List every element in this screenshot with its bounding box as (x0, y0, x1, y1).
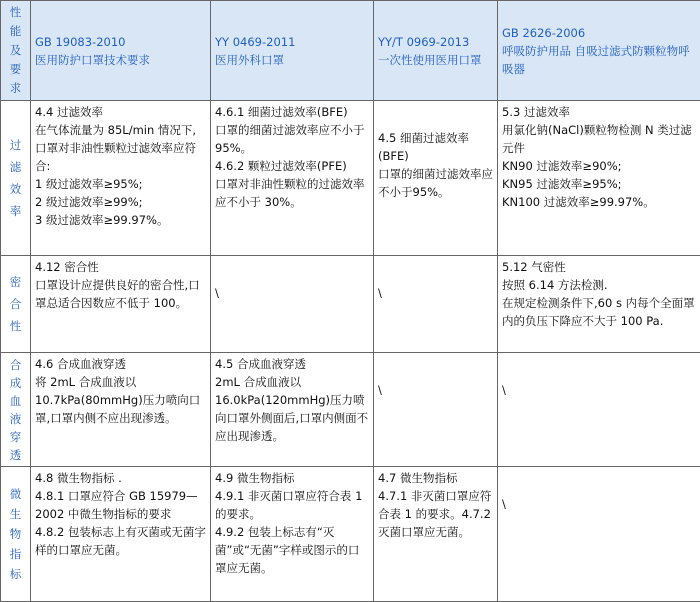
std3-name: 一次性使用医用口罩 (378, 51, 493, 69)
cell-std3-text: 4.5 细菌过滤效率(BFE) 口罩的细菌过滤效率应不小于95%。 (378, 129, 493, 201)
header-property-label: 性能及要求 (9, 3, 23, 98)
std3-code: YY/T 0969-2013 (378, 33, 493, 51)
cell-std3: 4.7 微生物指标 4.7.1 非灭菌口罩应符合表 1 的要求。4.7.2 灭菌口罩应无菌。 (374, 467, 498, 602)
property-label: 过滤效率 (9, 134, 23, 222)
not-applicable-mark: \ (502, 381, 506, 399)
cell-std4: 5.3 过滤效率 用氯化钠(NaCl)颗粒物检测 N 类过滤元件 KN90 过滤效率≥90%; KN95 过滤效率≥95%; KN100 过滤效率≥99.97%。 (498, 101, 700, 256)
row-fit (1, 256, 700, 353)
cell-std2: 4.9 微生物指标 4.9.1 非灭菌口罩应符合表 1 的要求。 4.9.2 包装上标志有“灭菌”或“无菌”字样或图示的口罩应无菌。 (211, 467, 374, 602)
std2-name: 医用外科口罩 (215, 51, 369, 69)
cell-std4 (498, 467, 700, 602)
cell-std1: 4.8 微生物指标 . 4.8.1 口罩应符合 GB 15979—2002 中微生物指标的要求 4.8.2 包装标志上有灭菌或无菌字样的口罩应无菌。 (31, 467, 211, 602)
header-property (1, 1, 31, 101)
not-applicable-mark: \ (378, 284, 382, 302)
cell-std3 (374, 353, 498, 467)
cell-std2 (211, 256, 374, 353)
header-std4 (498, 1, 700, 101)
row-filtration (1, 101, 700, 256)
row-property (1, 256, 31, 353)
header-row (1, 1, 700, 101)
row-property (1, 101, 31, 256)
cell-std1: 4.6 合成血液穿透 将 2mL 合成血液以 10.7kPa(80mmHg)压力喷向口罩,口罩内侧不应出现渗透。 (31, 353, 211, 467)
property-label: 密合性 (9, 271, 23, 337)
header-std3 (374, 1, 498, 101)
row-blood-penetration (1, 353, 700, 467)
std2-code: YY 0469-2011 (215, 33, 369, 51)
header-std2 (211, 1, 374, 101)
not-applicable-mark: \ (502, 495, 506, 513)
std1-code: GB 19083-2010 (35, 33, 206, 51)
std4-name: 呼吸防护用品 自吸过滤式防颗粒物呼吸器 (502, 42, 696, 78)
cell-std1: 4.12 密合性 口罩设计应提供良好的密合性,口罩总适合因数应不低于 100。 (31, 256, 211, 353)
row-property (1, 353, 31, 467)
row-property (1, 467, 31, 602)
cell-std2: 4.5 合成血液穿透 2mL 合成血液以 16.0kPa(120mmHg)压力喷向口罩外侧面后,口罩内侧面不应出现渗透。 (211, 353, 374, 467)
cell-std3 (374, 101, 498, 256)
cell-std3 (374, 256, 498, 353)
std4-code: GB 2626-2006 (502, 24, 696, 42)
cell-std2: 4.6.1 细菌过滤效率(BFE) 口罩的细菌过滤效率应不小于 95%。 4.6.2 颗粒过滤效率(PFE) 口罩对非油性颗粒的过滤效率应不小于 30%。 (211, 101, 374, 256)
not-applicable-mark: \ (378, 381, 382, 399)
cell-std4 (498, 353, 700, 467)
std1-name: 医用防护口罩技术要求 (35, 51, 206, 69)
row-microbial (1, 467, 700, 602)
not-applicable-mark: \ (215, 284, 219, 302)
cell-std4: 5.12 气密性 按照 6.14 方法检测. 在规定检测条件下,60 s 内每个全面罩内的负压下降应不大于 100 Pa. (498, 256, 700, 353)
header-std1 (31, 1, 211, 101)
property-label: 微生物指标 (9, 484, 23, 584)
cell-std1: 4.4 过滤效率 在气体流量为 85L/min 情况下,口罩对非油性颗粒过滤效率应符合: 1 级过滤效率≥95%; 2 级过滤效率≥99%; 3 级过滤效率≥99.97%。 (31, 101, 211, 256)
property-label: 合成血液穿透 (9, 356, 23, 464)
